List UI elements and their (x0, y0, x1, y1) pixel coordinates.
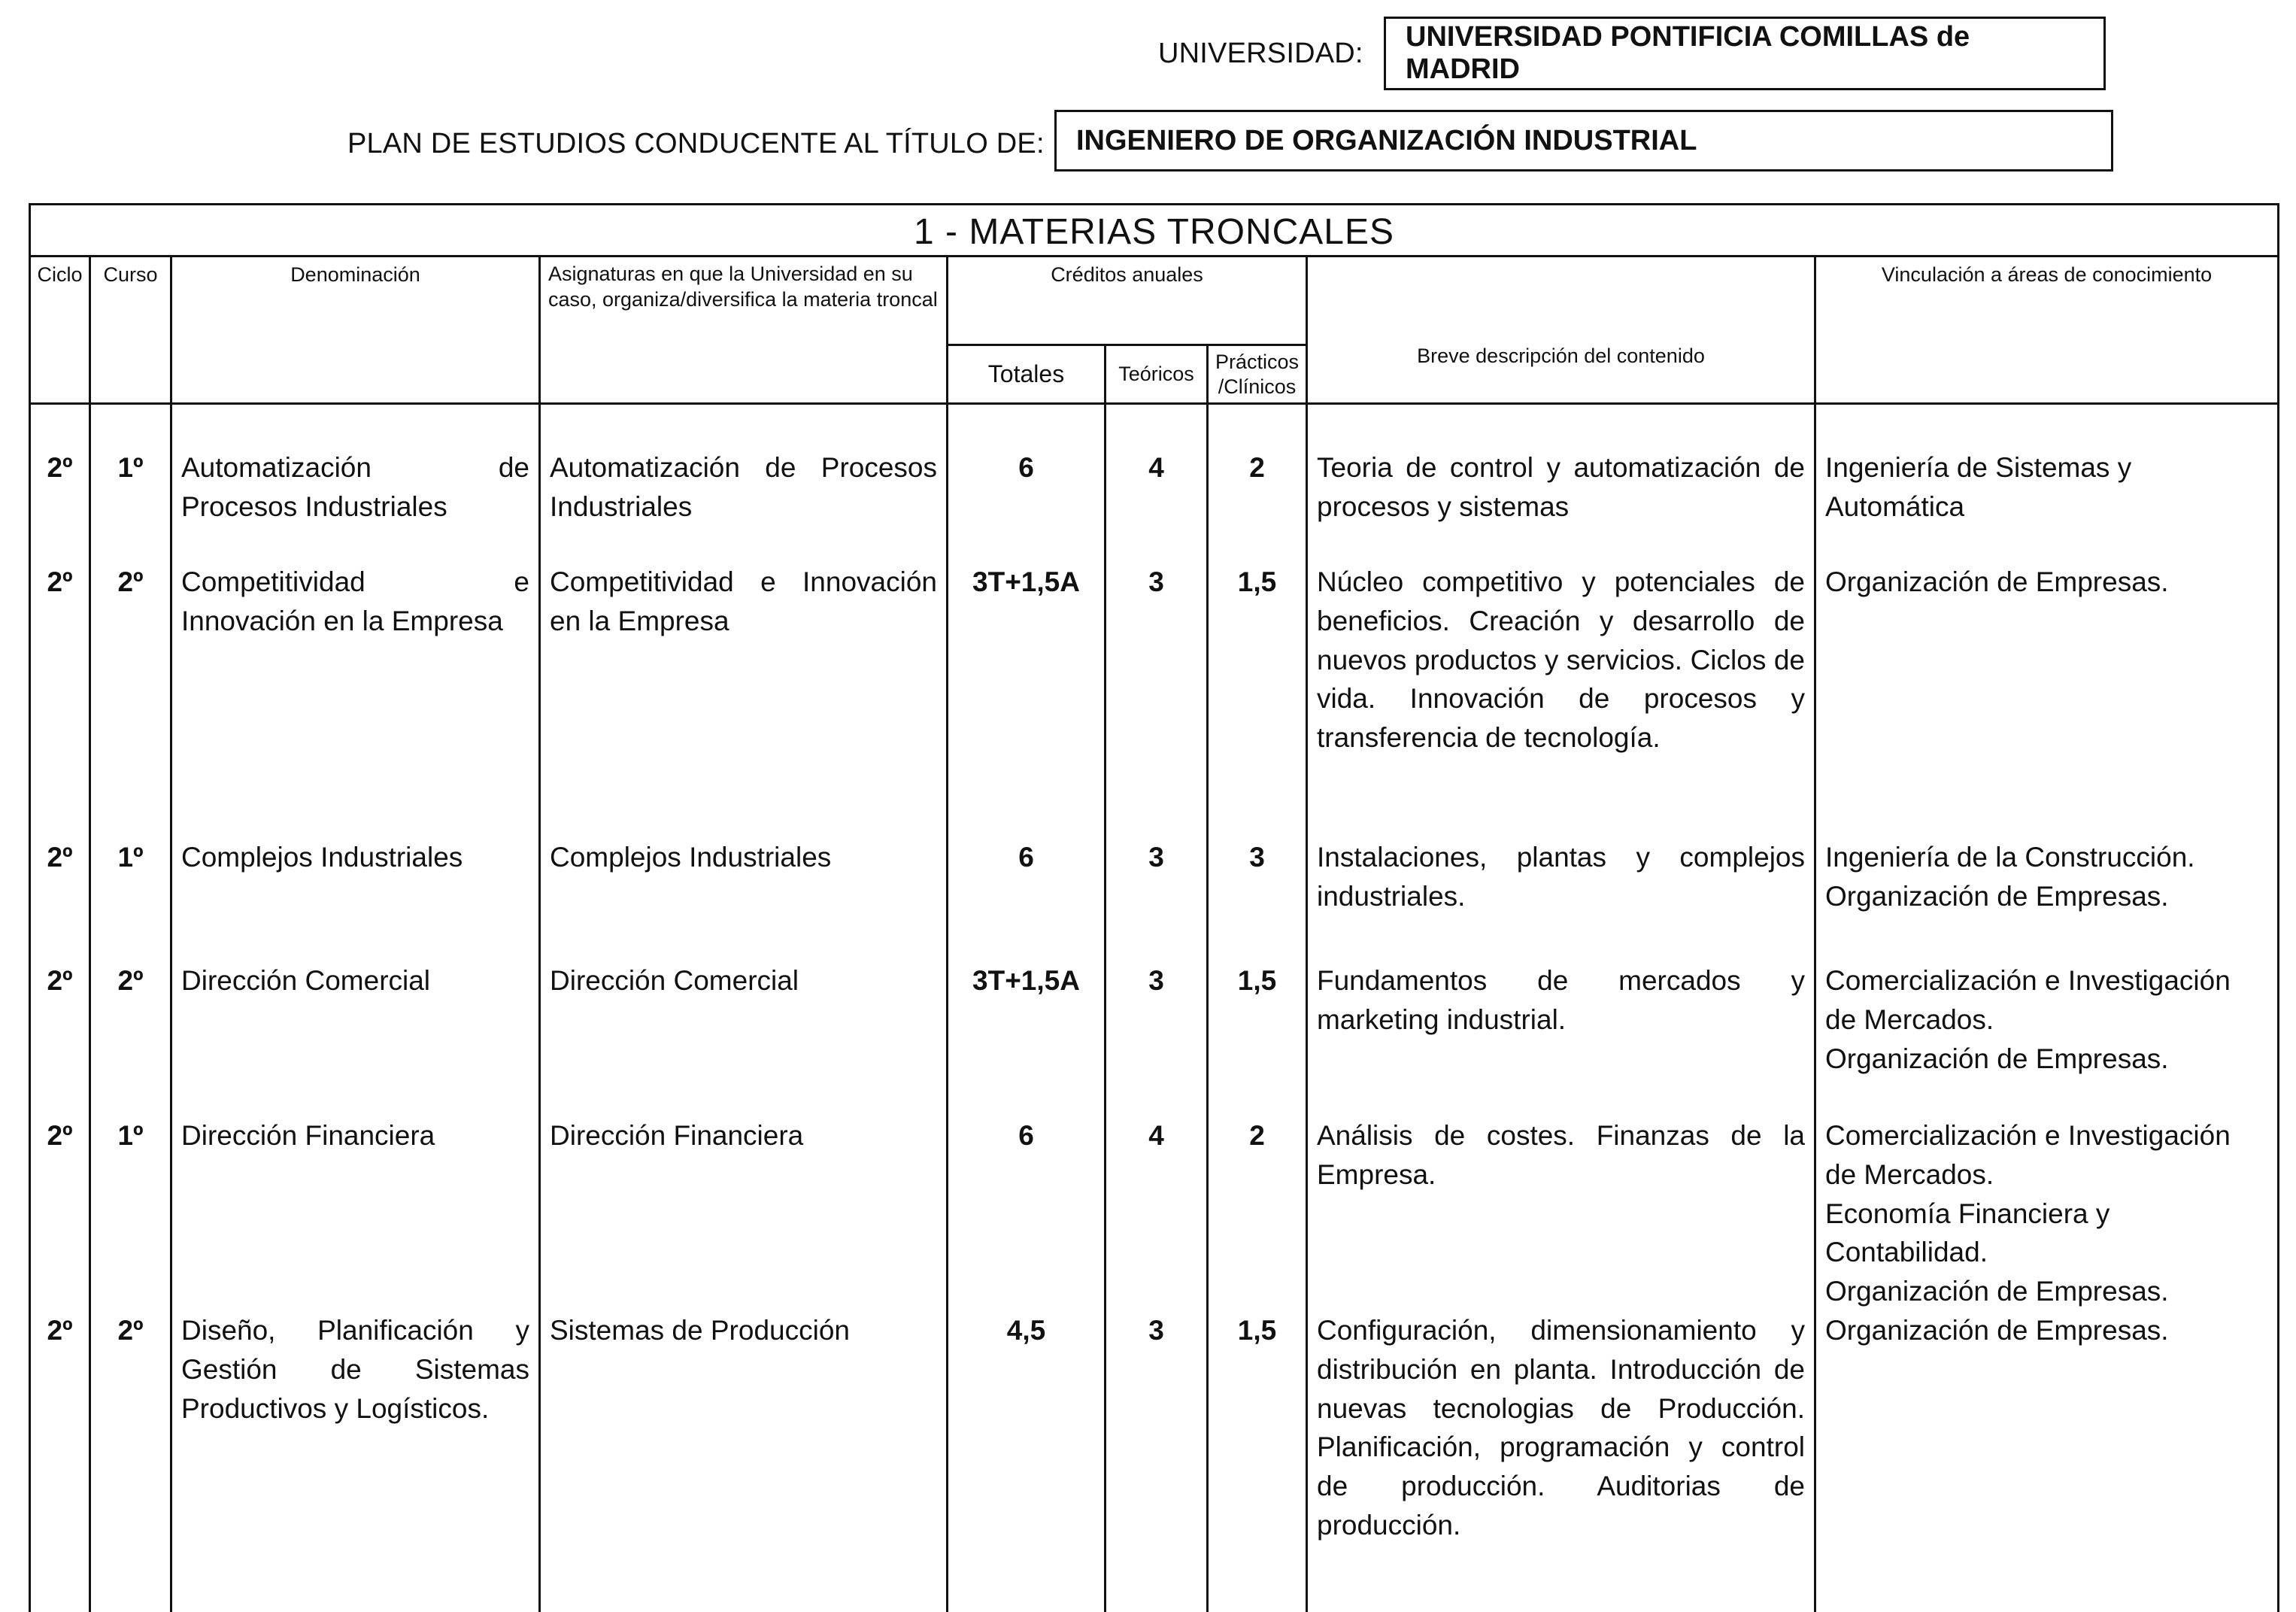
cell-descripcion: Teoria de control y automatización de procesos y sistemas (1307, 448, 1815, 563)
col-practicos: Prácticos /Clínicos (1208, 345, 1307, 404)
cell-ciclo: 2º (30, 1116, 90, 1311)
cell-totales: 4,5 (948, 1311, 1106, 1612)
table-banner: 1 - MATERIAS TRONCALES (30, 205, 2279, 257)
cell-teoricos: 3 (1106, 838, 1208, 961)
cell-vinculacion: Ingeniería de la Construcción. Organización de Empresas. (1815, 838, 2279, 961)
cell-denominacion: Automatización de Procesos Industriales (171, 448, 540, 563)
plan-label: PLAN DE ESTUDIOS CONDUCENTE AL TÍTULO DE: (347, 128, 1045, 159)
table-row (30, 961, 2279, 1116)
cell-totales: 6 (948, 1116, 1106, 1311)
cell-asignatura: Complejos Industriales (540, 838, 948, 961)
col-creditos: Créditos anuales (948, 257, 1307, 345)
cell-descripcion: Núcleo competitivo y potenciales de beneficios. Creación y desarrollo de nuevos productos y servicios. Ciclos de vida. Innovación de procesos y transferencia de tecnología. (1307, 563, 1815, 838)
cell-totales: 6 (948, 448, 1106, 563)
col-teoricos: Teóricos (1106, 345, 1208, 404)
cell-curso: 1º (90, 448, 171, 563)
cell-practicos: 1,5 (1208, 563, 1307, 838)
cell-curso: 2º (90, 961, 171, 1116)
cell-teoricos: 4 (1106, 1116, 1208, 1311)
cell-ciclo: 2º (30, 563, 90, 838)
table-row (30, 448, 2279, 563)
cell-vinculacion: Ingeniería de Sistemas y Automática (1815, 448, 2279, 563)
table-row (30, 563, 2279, 838)
cell-curso: 1º (90, 838, 171, 961)
cell-vinculacion: Organización de Empresas. (1815, 563, 2279, 838)
col-totales: Totales (948, 345, 1106, 404)
table-row (30, 1116, 2279, 1311)
university-value-box (1384, 17, 2106, 90)
cell-denominacion: Competitividad e Innovación en la Empresa (171, 563, 540, 838)
cell-totales: 6 (948, 838, 1106, 961)
cell-totales: 3T+1,5A (948, 961, 1106, 1116)
cell-asignatura: Dirección Financiera (540, 1116, 948, 1311)
subjects-table (29, 203, 2279, 1612)
cell-practicos: 2 (1208, 448, 1307, 563)
cell-denominacion: Dirección Comercial (171, 961, 540, 1116)
cell-ciclo: 2º (30, 838, 90, 961)
university-value: UNIVERSIDAD PONTIFICIA COMILLAS de MADRID (1406, 21, 1970, 85)
cell-denominacion: Dirección Financiera (171, 1116, 540, 1311)
col-asignaturas: Asignaturas en que la Universidad en su caso, organiza/diversifica la materia troncal (540, 257, 948, 404)
cell-denominacion: Diseño, Planificación y Gestión de Sistemas Productivos y Logísticos. (171, 1311, 540, 1612)
col-ciclo: Ciclo (30, 257, 90, 404)
cell-vinculacion: Organización de Empresas. (1815, 1311, 2279, 1612)
cell-teoricos: 3 (1106, 961, 1208, 1116)
cell-descripcion: Fundamentos de mercados y marketing industrial. (1307, 961, 1815, 1116)
cell-practicos: 3 (1208, 838, 1307, 961)
cell-vinculacion: Comercialización e Investigación de Mercados. Economía Financiera y Contabilidad. Organización de Empresas. (1815, 1116, 2279, 1311)
col-curso: Curso (90, 257, 171, 404)
cell-descripcion: Análisis de costes. Finanzas de la Empresa. (1307, 1116, 1815, 1311)
cell-ciclo: 2º (30, 448, 90, 563)
cell-practicos: 2 (1208, 1116, 1307, 1311)
col-descripcion: Breve descripción del contenido (1307, 257, 1815, 404)
cell-curso: 2º (90, 1311, 171, 1612)
col-denominacion: Denominación (171, 257, 540, 404)
cell-teoricos: 3 (1106, 563, 1208, 838)
cell-curso: 1º (90, 1116, 171, 1311)
cell-denominacion: Complejos Industriales (171, 838, 540, 961)
degree-title-box (1054, 110, 2113, 172)
cell-teoricos: 4 (1106, 448, 1208, 563)
cell-totales: 3T+1,5A (948, 563, 1106, 838)
table-row (30, 838, 2279, 961)
cell-descripcion: Instalaciones, plantas y complejos industriales. (1307, 838, 1815, 961)
cell-asignatura: Dirección Comercial (540, 961, 948, 1116)
university-label: UNIVERSIDAD: (1158, 38, 1363, 69)
cell-asignatura: Sistemas de Producción (540, 1311, 948, 1612)
cell-ciclo: 2º (30, 961, 90, 1116)
degree-title: INGENIERO DE ORGANIZACIÓN INDUSTRIAL (1076, 124, 1697, 156)
cell-asignatura: Automatización de Procesos Industriales (540, 448, 948, 563)
col-vinculacion: Vinculación a áreas de conocimiento (1815, 257, 2279, 404)
table-row (30, 1311, 2279, 1612)
cell-ciclo: 2º (30, 1311, 90, 1612)
cell-practicos: 1,5 (1208, 1311, 1307, 1612)
cell-practicos: 1,5 (1208, 961, 1307, 1116)
cell-teoricos: 3 (1106, 1311, 1208, 1612)
cell-descripcion: Configuración, dimensionamiento y distribución en planta. Introducción de nuevas tecnologias de Producción. Planificación, programación y control de producción. Auditorias de producción. (1307, 1311, 1815, 1612)
cell-vinculacion: Comercialización e Investigación de Mercados. Organización de Empresas. (1815, 961, 2279, 1116)
cell-asignatura: Competitividad e Innovación en la Empresa (540, 563, 948, 838)
cell-curso: 2º (90, 563, 171, 838)
